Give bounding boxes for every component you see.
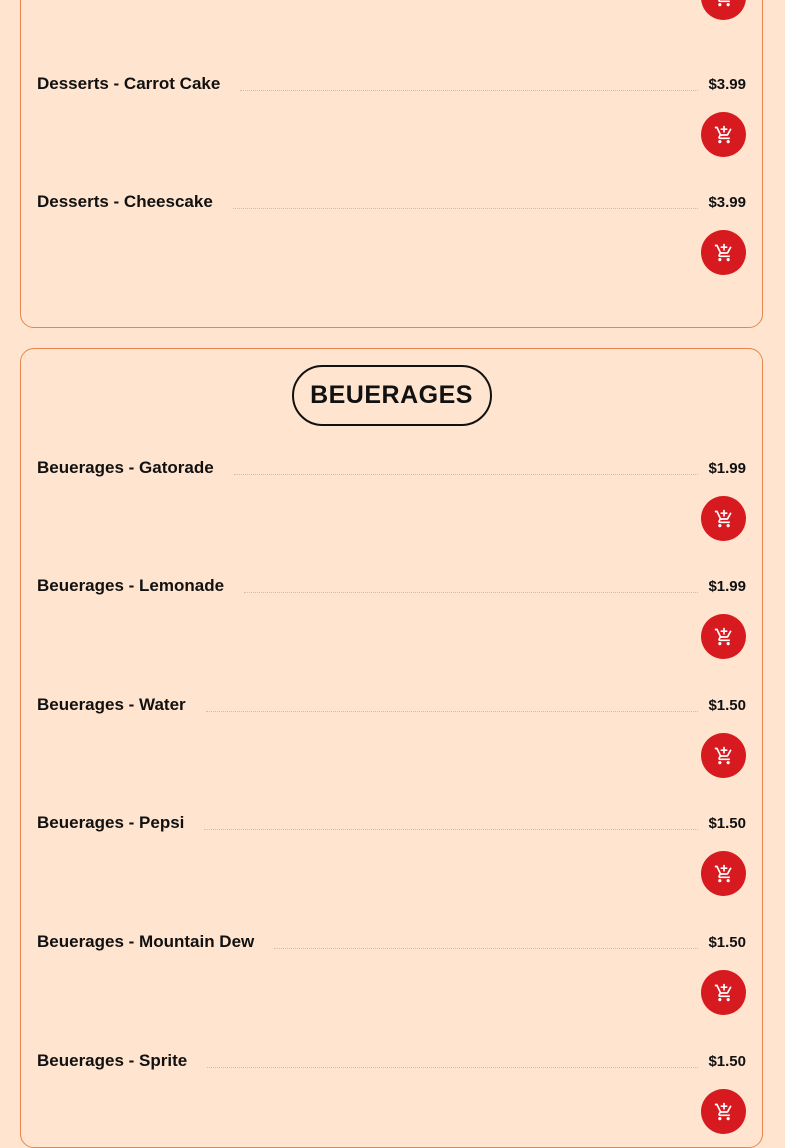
item-price: $1.99: [708, 459, 746, 477]
dotted-leader: [234, 474, 699, 475]
menu-item: [37, 72, 746, 162]
dotted-leader: [207, 1067, 698, 1068]
item-price: $1.50: [708, 814, 746, 832]
beverages-section: [20, 348, 763, 1148]
add-shopping-cart-icon: [714, 509, 734, 529]
menu-item: [37, 574, 746, 664]
menu-item: [37, 811, 746, 901]
add-to-cart-button[interactable]: [701, 733, 746, 778]
item-price: $1.50: [708, 696, 746, 714]
item-name: Desserts - Cheescake: [37, 192, 213, 211]
dotted-leader: [233, 208, 699, 209]
add-to-cart-button[interactable]: [701, 851, 746, 896]
dotted-leader: [244, 592, 698, 593]
item-name: Beuerages - Pepsi: [37, 813, 185, 832]
dotted-leader: [274, 948, 698, 949]
add-shopping-cart-icon: [714, 125, 734, 145]
add-to-cart-button[interactable]: [701, 970, 746, 1015]
add-shopping-cart-icon: [714, 983, 734, 1003]
add-to-cart-button[interactable]: [701, 496, 746, 541]
menu-item: [37, 693, 746, 783]
item-name: Beuerages - Lemonade: [37, 576, 225, 595]
item-price: $1.99: [708, 577, 746, 595]
add-to-cart-button[interactable]: [701, 112, 746, 157]
menu-item: [37, 456, 746, 546]
add-to-cart-button[interactable]: [701, 0, 746, 20]
add-shopping-cart-icon: [714, 746, 734, 766]
item-name: Beuerages - Sprite: [37, 1051, 188, 1070]
menu-item: [37, 1049, 746, 1139]
add-to-cart-button[interactable]: [701, 230, 746, 275]
item-price: $3.99: [708, 193, 746, 211]
menu-item: [37, 0, 746, 25]
add-to-cart-button[interactable]: [701, 1089, 746, 1134]
add-to-cart-button[interactable]: [701, 614, 746, 659]
item-price: $3.99: [708, 75, 746, 93]
item-name: Beuerages - Mountain Dew: [37, 932, 255, 951]
add-shopping-cart-icon: [714, 864, 734, 884]
add-shopping-cart-icon: [714, 1102, 734, 1122]
menu-item: [37, 190, 746, 280]
add-shopping-cart-icon: [714, 243, 734, 263]
item-name: Beuerages - Water: [37, 695, 186, 714]
item-name: Desserts - Carrot Cake: [37, 74, 221, 93]
item-price: $1.50: [708, 1052, 746, 1070]
add-shopping-cart-icon: [714, 627, 734, 647]
menu-item: [37, 930, 746, 1020]
add-shopping-cart-icon: [714, 0, 734, 8]
dotted-leader: [240, 90, 698, 91]
item-price: $1.50: [708, 933, 746, 951]
dotted-leader: [204, 829, 698, 830]
dotted-leader: [206, 711, 699, 712]
item-name: Beuerages - Gatorade: [37, 458, 214, 477]
section-title: BEUERAGES: [292, 365, 492, 426]
desserts-section: [20, 0, 763, 328]
